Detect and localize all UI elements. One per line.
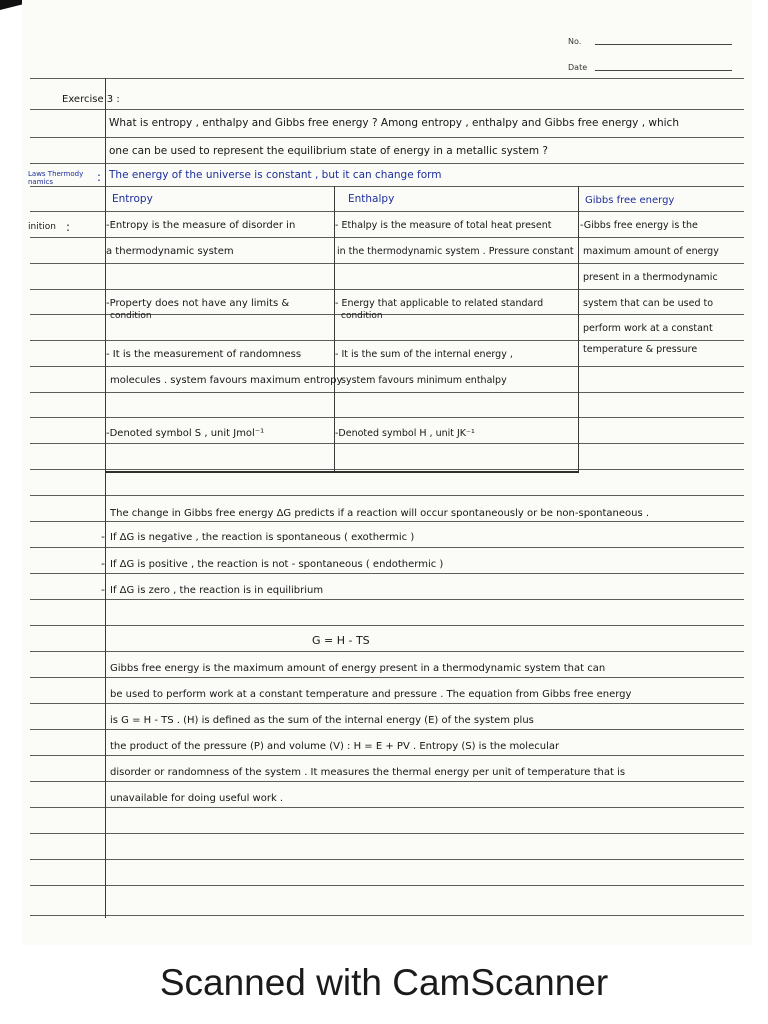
bullet-dash: - xyxy=(101,583,105,596)
table-divider xyxy=(578,186,579,471)
rule-line xyxy=(30,651,744,652)
rule-line xyxy=(30,677,744,678)
thermo-colon: : xyxy=(97,170,102,184)
paragraph-line: disorder or randomness of the system . It measures the thermal energy per unit of temperature that is xyxy=(110,767,626,778)
rule-line xyxy=(30,443,744,444)
rule-line xyxy=(30,78,744,79)
rule-line xyxy=(30,521,744,522)
rule-line xyxy=(30,263,744,264)
rule-line xyxy=(30,417,744,418)
definition-label: inition xyxy=(28,222,56,232)
rule-line xyxy=(30,137,744,138)
gibbs-cell-line: temperature & pressure xyxy=(583,344,698,355)
rule-line xyxy=(30,289,744,290)
no-label: No. xyxy=(568,37,582,46)
date-label: Date xyxy=(568,63,588,72)
entropy-cell-line: -Property does not have any limits & xyxy=(106,298,290,309)
margin-line xyxy=(105,78,106,918)
gibbs-change-line: If ΔG is positive , the reaction is not - spontaneous ( endothermic ) xyxy=(110,559,444,570)
gibbs-change-line: If ΔG is negative , the reaction is spontaneous ( exothermic ) xyxy=(110,532,415,543)
gibbs-cell-line: system that can be used to xyxy=(583,298,714,309)
rule-line xyxy=(30,915,744,916)
paragraph-line: the product of the pressure (P) and volume (V) : H = E + PV . Entropy (S) is the molecular xyxy=(110,741,560,752)
exercise-title: Exercise 3 : xyxy=(62,94,120,105)
rule-line xyxy=(30,781,744,782)
paragraph-line: is G = H - TS . (H) is defined as the sum of the internal energy (E) of the system plus xyxy=(110,715,534,726)
header-gibbs: Gibbs free energy xyxy=(585,195,675,206)
enthalpy-cell-line: system favours minimum enthalpy xyxy=(341,375,507,386)
rule-line xyxy=(30,211,744,212)
rule-line xyxy=(30,573,744,574)
entropy-cell-line: condition xyxy=(110,311,152,321)
rule-line xyxy=(30,599,744,600)
paragraph-line: unavailable for doing useful work . xyxy=(110,793,284,804)
gibbs-equation: G = H - TS xyxy=(312,634,370,647)
enthalpy-cell-line: in the thermodynamic system . Pressure constant xyxy=(337,246,574,257)
thermo-laws-label: Laws Thermody namics xyxy=(28,170,84,186)
camscanner-watermark: Scanned with CamScanner xyxy=(159,962,609,1003)
rule-line xyxy=(30,807,744,808)
gibbs-cell-line: -Gibbs free energy is the xyxy=(580,220,698,231)
definition-colon: : xyxy=(66,220,71,234)
rule-line xyxy=(30,729,744,730)
enthalpy-cell-line: condition xyxy=(341,311,383,321)
question-line: one can be used to represent the equilibrium state of energy in a metallic system ? xyxy=(109,145,548,157)
rule-line xyxy=(30,392,744,393)
gibbs-cell-line: present in a thermodynamic xyxy=(583,272,718,283)
entropy-cell-line: - It is the measurement of randomness xyxy=(106,349,302,360)
entropy-cell-line: -Denoted symbol S , unit Jmol⁻¹ xyxy=(106,428,265,439)
first-law-line: The energy of the universe is constant , but it can change form xyxy=(109,169,442,181)
gibbs-cell-line: maximum amount of energy xyxy=(583,246,719,257)
table-bottom-border xyxy=(105,471,579,473)
rule-line xyxy=(30,237,744,238)
question-line: What is entropy , enthalpy and Gibbs free energy ? Among entropy , enthalpy and Gibbs free energy , which xyxy=(109,117,679,129)
rule-line xyxy=(30,833,744,834)
rule-line xyxy=(30,186,744,187)
rule-line xyxy=(30,366,744,367)
rule-line xyxy=(30,859,744,860)
bullet-dash: - xyxy=(101,557,105,570)
paragraph-line: be used to perform work at a constant temperature and pressure . The equation from Gibbs free energy xyxy=(110,689,632,700)
rule-line xyxy=(30,547,744,548)
rule-line xyxy=(30,469,744,470)
entropy-cell-line: molecules . system favours maximum entropy xyxy=(110,375,343,386)
enthalpy-cell-line: - It is the sum of the internal energy , xyxy=(335,349,513,360)
no-line xyxy=(595,44,732,45)
rule-line xyxy=(30,755,744,756)
rule-line xyxy=(30,703,744,704)
enthalpy-cell-line: - Energy that applicable to related standard xyxy=(335,298,544,309)
rule-line xyxy=(30,163,744,164)
rule-line xyxy=(30,625,744,626)
bullet-dash: - xyxy=(101,530,105,543)
rule-line xyxy=(30,109,744,110)
entropy-cell-line: -Entropy is the measure of disorder in xyxy=(106,220,296,231)
date-line xyxy=(595,70,732,71)
rule-line xyxy=(30,885,744,886)
enthalpy-cell-line: -Denoted symbol H , unit JK⁻¹ xyxy=(335,428,475,439)
entropy-cell-line: a thermodynamic system xyxy=(106,246,234,257)
header-enthalpy: Enthalpy xyxy=(348,193,395,205)
gibbs-change-line: If ΔG is zero , the reaction is in equilibrium xyxy=(110,585,324,596)
rule-line xyxy=(30,340,744,341)
gibbs-cell-line: perform work at a constant xyxy=(583,323,713,334)
rule-line xyxy=(30,495,744,496)
paragraph-line: Gibbs free energy is the maximum amount of energy present in a thermodynamic system that can xyxy=(110,663,606,674)
enthalpy-cell-line: - Ethalpy is the measure of total heat present xyxy=(335,220,552,231)
header-entropy: Entropy xyxy=(112,193,153,205)
gibbs-change-line: The change in Gibbs free energy ΔG predicts if a reaction will occur spontaneously or be non-spontaneous . xyxy=(110,508,650,519)
